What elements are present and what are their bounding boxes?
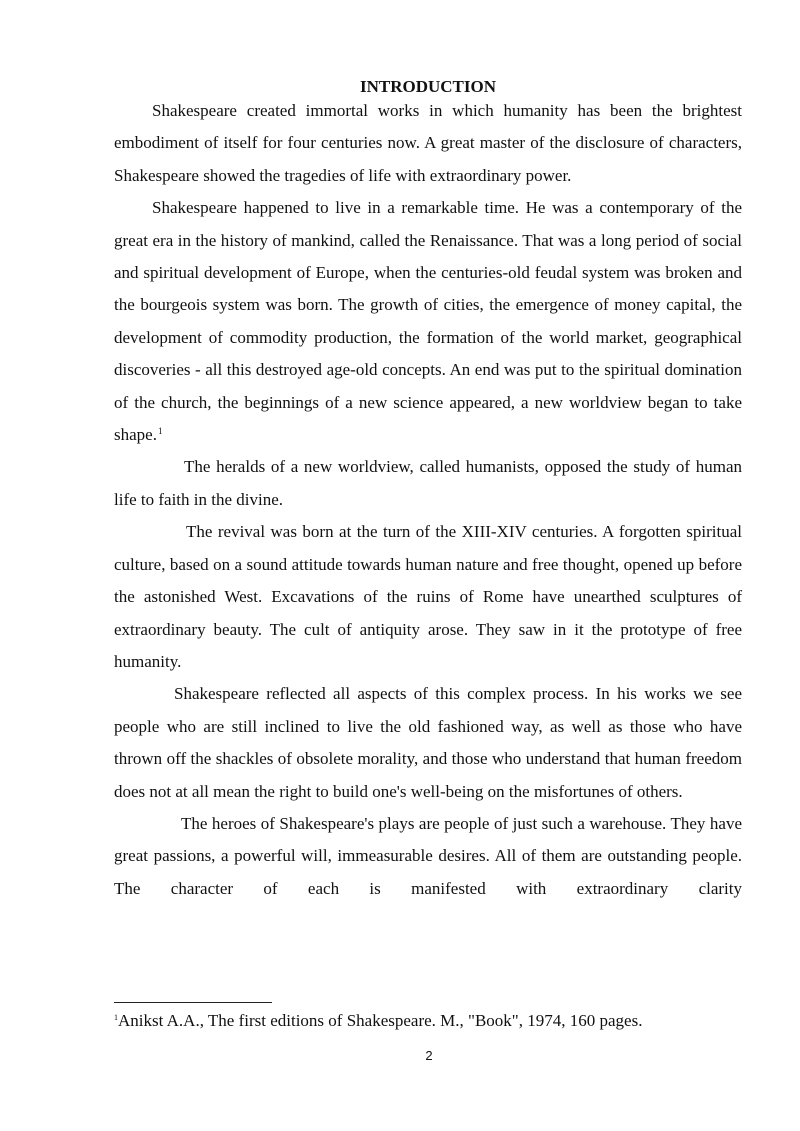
paragraph [114,516,742,678]
paragraph [114,808,742,905]
paragraph-text: The heralds of a new worldview, called humanists, opposed the study of human life to faith in the divine. [114,457,742,509]
page-title: INTRODUCTION [359,77,497,96]
paragraph [114,678,742,808]
paragraph-text: The heroes of Shakespeare's plays are people of just such a warehouse. They have great passions, a powerful will, immeasurable desires. All of them are outstanding people. The character of each is manifested with extraordinary clarity [114,813,742,898]
footnote-text: Anikst A.A., The first editions of Shakespeare. M., "Book", 1974, 160 pages. [118,1011,643,1030]
paragraph [114,95,742,192]
paragraph-text: Shakespeare reflected all aspects of this complex process. In his works we see people who are still inclined to live the old fashioned way, as well as those who have thrown off the shackles of obsolete morality, and those who understand that human freedom does not at all mean the right to build one's well-being on the misfortunes of others. [114,684,742,801]
paragraph-text: Shakespeare created immortal works in which humanity has been the brightest embodiment of itself for four centuries now. A great master of the disclosure of characters, Shakespeare showed the tragedies of life with extraordinary power. [114,101,742,185]
document-body [114,95,742,905]
paragraph [114,451,742,516]
footnote-separator [114,1002,272,1003]
footnote-marker: 1 [114,1013,118,1022]
footnote-reference[interactable]: 1 [157,426,163,437]
footnote [114,1010,754,1032]
paragraph-text: The revival was born at the turn of the XIII-XIV centuries. A forgotten spiritual culture, based on a sound attitude towards human nature and free thought, opened up before the astonished West. Excavations of the ruins of Rome have unearthed sculptures of extraordinary beauty. The cult of antiquity arose. They saw in it the prototype of free humanity. [114,522,742,671]
page-number: 2 [425,1048,433,1063]
paragraph-text: Shakespeare happened to live in a remarkable time. He was a contemporary of the great era in the history of mankind, called the Renaissance. That was a long period of social and spiritual development of Europe, when the centuries-old feudal system was broken and the bourgeois system was born. The growth of cities, the emergence of money capital, the development of commodity production, the formation of the world market, geographical discoveries - all this destroyed age-old concepts. An end was put to the spiritual domination of the church, the beginnings of a new science appeared, a new worldview began to take shape. [114,198,742,445]
paragraph [114,192,742,451]
